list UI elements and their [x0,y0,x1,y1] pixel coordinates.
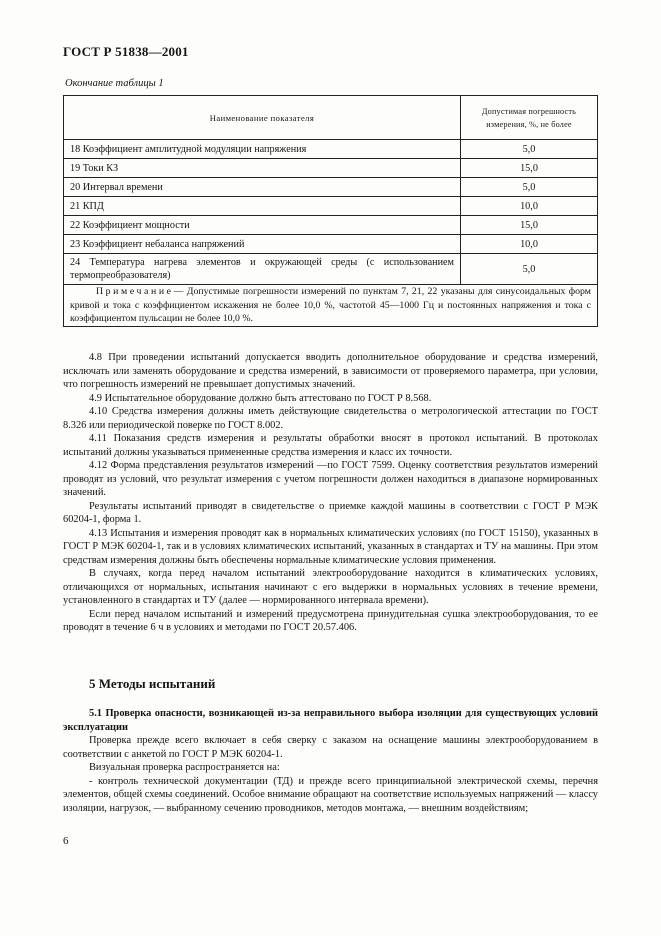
paragraph: В случаях, когда перед началом испытаний электрооборудование находится в климатических условиях, отличающихся от нормальных, испытания начинают с его выдержки в нормальных условиях в течение времени, установленного в стандартах и ТУ (далее — нормированного интервала времени). [63,568,598,606]
row-value: 15,0 [461,216,598,235]
row-value: 15,0 [461,159,598,178]
table-row [64,216,598,235]
paragraph: 4.11 Показания средств измерения и результаты обработки вносят в протокол испытаний. В протоколах испытаний должны указываться примененные средства измерения и класс их точности. [63,433,598,458]
table-note-row [64,285,598,327]
body-text [63,351,598,635]
note-label: Примечание [96,286,174,297]
table-row [64,197,598,216]
row-name: 24 Температура нагрева элементов и окружающей среды (с использованием термопреобразователя) [64,254,461,285]
document-header: ГОСТ Р 51838—2001 [63,44,189,59]
paragraph: 4.8 При проведении испытаний допускается вводить дополнительное оборудование и средства измерений, исключать или заменять оборудование и средства измерений, в зависимости от проверяемого параметра, при условии, что погрешность измерений не превышает допустимых значений. [63,352,598,390]
subsection-heading: 5.1 Проверка опасности, возникающей из-за неправильного выбора изоляции для существующих условий эксплуатации [63,708,598,733]
row-value: 5,0 [461,254,598,285]
col-value-header [461,96,598,140]
section-heading: 5 Методы испытаний [89,676,216,691]
paragraph: 4.13 Испытания и измерения проводят как в нормальных климатических условиях (по ГОСТ 15150), указанных в ГОСТ Р МЭК 60204-1, так и в условиях климатических испытаний, указанных в стандартах и ТУ на машины. При этом средствам измерения должны быть обеспечены нормальные климатические условия применения. [63,527,598,566]
table-row [64,140,598,159]
row-value: 10,0 [461,235,598,254]
row-name: 21 КПД [64,197,461,216]
paragraph: Результаты испытаний приводят в свидетельстве о приемке каждой машины в соответствии с ГОСТ Р МЭК 60204-1, форма 1. [63,500,598,525]
row-value: 5,0 [461,140,598,159]
row-value: 5,0 [461,178,598,197]
col-value-header-line1: Допустимая погрешность [481,106,577,116]
page-number: 6 [63,835,69,847]
accuracy-table [63,95,598,327]
note-text: — Допустимые погрешности измерений по пунктам 7, 21, 22 указаны для синусоидальных форм кривой и тока с коэффициентом искажения не более 10,0 %, частотой 45—1000 Гц и постоянных напряжения и тока с коэффициентом пульсации не более 10,0 %. [70,286,591,324]
paragraph: 4.9 Испытательное оборудование должно быть аттестовано по ГОСТ Р 8.568. [89,392,432,404]
table-row [64,159,598,178]
paragraph: Проверка прежде всего включает в себя сверку с заказом на оснащение машины электрооборудованием в соответствии с анкетой по ГОСТ Р МЭК 60204-1. [63,735,598,760]
paragraph: Визуальная проверка распространяется на: [89,762,280,773]
row-value: 10,0 [461,197,598,216]
paragraph: - контроль технической документации (ТД) и прежде всего принципиальной электрической схемы, перечня элементов, общей схемы соединений. Особое внимание обращают на соответствие используемых напряжений — классу изоляции, нагрузок, — выбранному сечению проводников, методов монтажа, — внешним воздействиям; [63,775,598,814]
section-body [63,707,598,815]
row-name: 22 Коэффициент мощности [64,216,461,235]
row-name: 23 Коэффициент небаланса напряжений [64,235,461,254]
table-row [64,178,598,197]
table-row [64,235,598,254]
paragraph: 4.10 Средства измерения должны иметь действующие свидетельства о метрологической аттестации по ГОСТ 8.326 или периодической поверке по ГОСТ 8.002. [63,406,598,431]
row-name: 20 Интервал времени [64,178,461,197]
table-header-row [64,96,598,140]
row-name: 18 Коэффициент амплитудной модуляции напряжения [64,140,461,159]
paragraph: 4.12 Форма представления результатов измерений —по ГОСТ 7599. Оценку соответствия результатов измерений проводят из условий, что результат измерения с учетом погрешности должен находиться в диапазоне нормированных значений. [63,460,598,498]
row-name: 19 Токи КЗ [64,159,461,178]
table-row [64,254,598,285]
col-name-header: Наименование показателя [64,96,461,140]
table-note [64,285,598,327]
table-caption: Окончание таблицы 1 [65,78,164,89]
col-value-header-line2: измерения, %, не более [486,119,572,129]
paragraph: Если перед началом испытаний и измерений предусмотрена принудительная сушка электрооборудования, то ее проводят в течение 6 ч в условиях и методами по ГОСТ 20.57.406. [63,608,598,633]
